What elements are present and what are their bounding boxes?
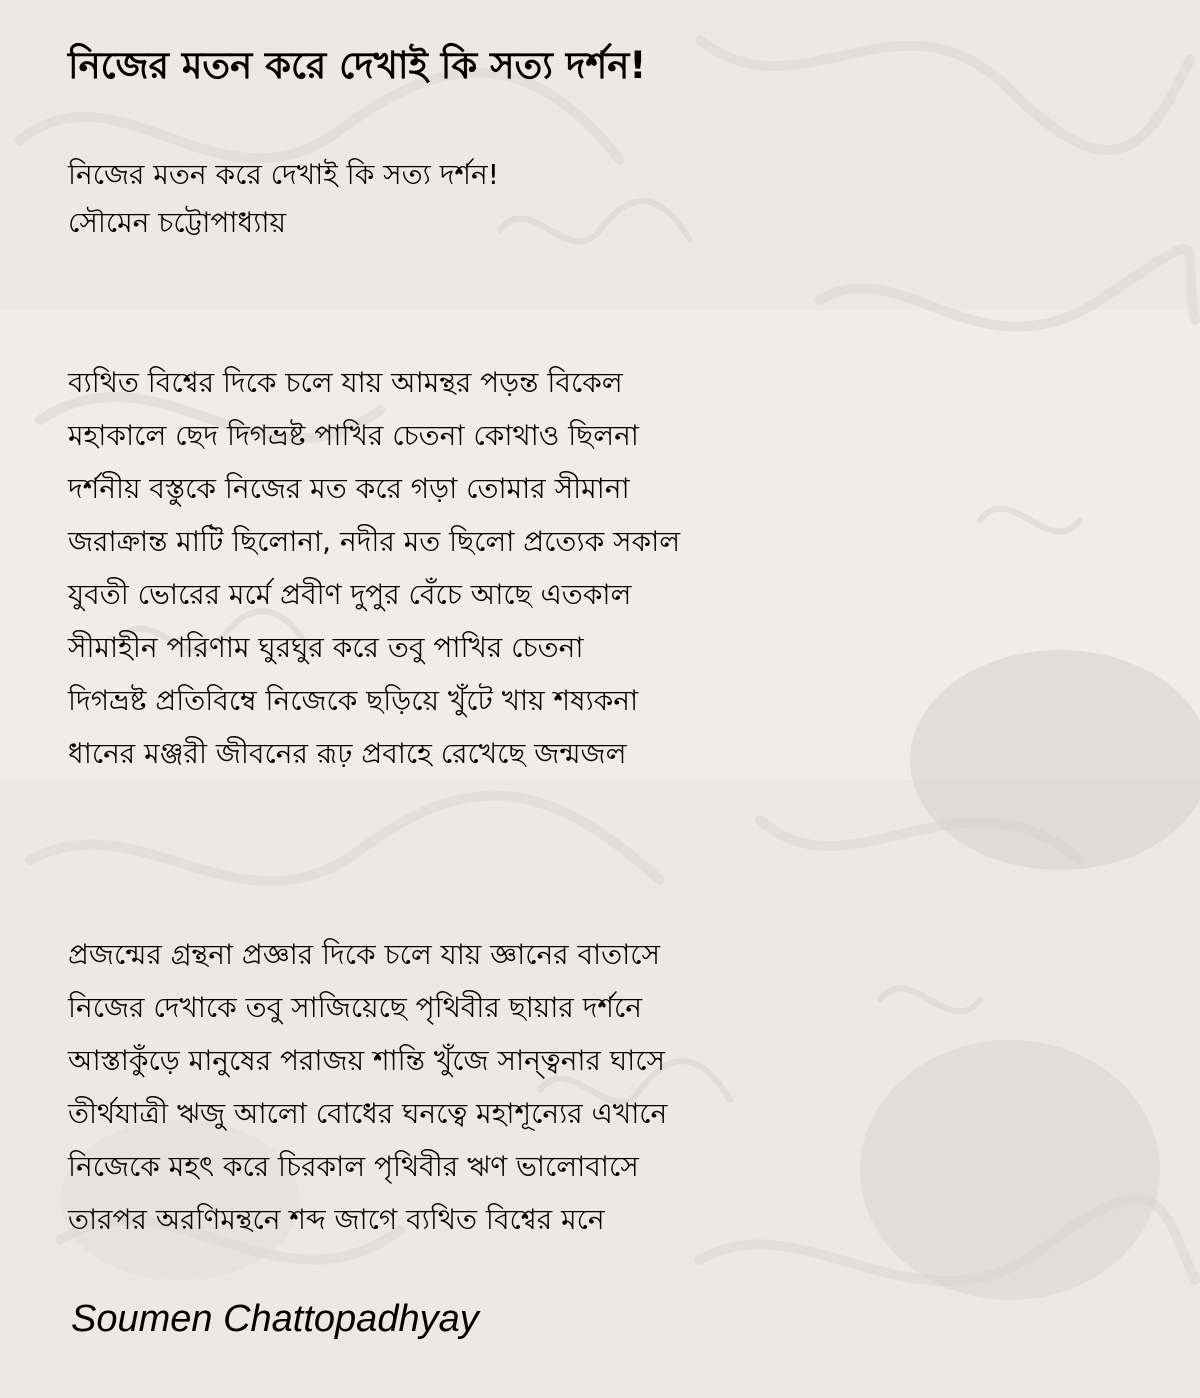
poem-line: ধানের মঞ্জরী জীবনের রূঢ় প্রবাহে রেখেছে জন্মজল — [68, 737, 627, 770]
poem-line: সীমাহীন পরিণাম ঘুরঘুর করে তবু পাখির চেতনা — [68, 631, 584, 664]
poem-line: আস্তাকুঁড়ে মানুষের পরাজয় শান্তি খুঁজে সান্ত্বনার ঘাসে — [68, 1044, 666, 1077]
poem-line: যুবতী ভোরের মর্মে প্রবীণ দুপুর বেঁচে আছে এতকাল — [68, 578, 632, 611]
poem-line: তারপর অরণিমন্থনে শব্দ জাগে ব্যথিত বিশ্বের মনে — [68, 1203, 605, 1236]
poem-subtitle: নিজের মতন করে দেখাই কি সত্য দর্শন! — [68, 158, 499, 191]
poem-line: প্রজন্মের গ্রন্থনা প্রজ্ঞার দিকে চলে যায় জ্ঞানের বাতাসে — [68, 938, 661, 971]
author-signature: Soumen Chattopadhyay — [71, 1298, 479, 1340]
poem-title: নিজের মতন করে দেখাই কি সত্য দর্শন! — [68, 44, 647, 87]
poem-line: দর্শনীয় বস্তুকে নিজের মত করে গড়া তোমার সীমানা — [68, 472, 630, 505]
poem-line: জরাক্রান্ত মাটি ছিলোনা, নদীর মত ছিলো প্রত্যেক সকাল — [68, 525, 681, 558]
poem-line: ব্যথিত বিশ্বের দিকে চলে যায় আমন্থর পড়ন্ত বিকেল — [68, 366, 623, 399]
poem-line: তীর্থযাত্রী ঋজু আলো বোধের ঘনত্বে মহাশূন্যের এখানে — [68, 1097, 668, 1130]
poem-line: দিগভ্রষ্ট প্রতিবিম্বে নিজেকে ছড়িয়ে খুঁটে খায় শষ্যকনা — [68, 684, 639, 717]
stanza-2 — [68, 928, 667, 1246]
stanza-1 — [68, 356, 680, 780]
poem-line: মহাকালে ছেদ দিগভ্রষ্ট পাখির চেতনা কোথাও ছিলনা — [68, 419, 639, 452]
poem-author: সৌমেন চট্টোপাধ্যায় — [68, 206, 286, 239]
poem-line: নিজেকে মহৎ করে চিরকাল পৃথিবীর ঋণ ভালোবাসে — [68, 1150, 639, 1183]
poem-line: নিজের দেখাকে তবু সাজিয়েছে পৃথিবীর ছায়ার দর্শনে — [68, 991, 642, 1024]
